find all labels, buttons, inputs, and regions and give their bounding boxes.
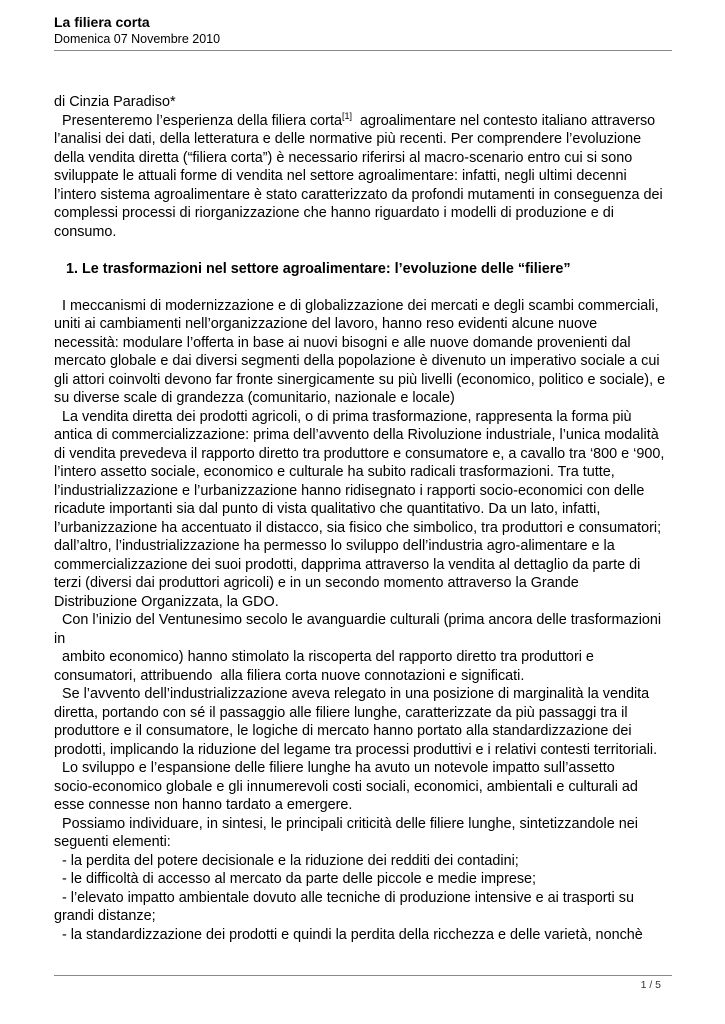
text-line: in [54, 630, 66, 647]
author-line: di Cinzia Paradiso* [54, 94, 176, 110]
text-line: Con l’inizio del Ventunesimo secolo le avanguardie culturali (prima ancora delle trasformazioni [54, 612, 662, 628]
text-line: l’intero assetto sociale, economico e culturale ha subito radicali trasformazioni. Tra tutte, [54, 464, 615, 480]
text-line: I meccanismi di modernizzazione e di globalizzazione dei mercati e degli scambi commerciali, [54, 297, 659, 314]
text-line: grandi distanze; [54, 908, 156, 924]
text-line: esse connesse non hanno tardato a emergere. [54, 797, 353, 813]
spacer [54, 278, 674, 297]
footer-divider [54, 975, 672, 976]
text-line: di vendita prevedeva il rapporto diretto tra produttore e consumatore e, a cavallo tra ‘800 e ‘900, [54, 445, 665, 462]
text-line: produttore e il consumatore, le logiche di mercato hanno portato alla standardizzazione dei [54, 723, 632, 739]
text-line: terzi (diversi dai produttori agricoli) e in un secondo momento attraverso la Grande [54, 575, 579, 591]
document-header [54, 14, 672, 47]
text-segment: agroalimentare nel contesto italiano attraverso [351, 112, 656, 129]
page-number: 1 / 5 [640, 979, 661, 991]
text-line: prodotti, implicando la riduzione del legame tra processi produttivi e i relativi contesti territoriali. [54, 741, 658, 758]
list-item: - l’elevato impatto ambientale dovuto alle tecniche di produzione intensive e ai trasporti su [54, 889, 634, 906]
list-item: - la perdita del potere decisionale e la riduzione dei redditi dei contadini; [54, 852, 519, 869]
text-line: gli attori coinvolti devono far fronte sinergicamente su più livelli (economico, politico e sociale), e [54, 371, 666, 388]
text-line: l’industrializzazione e l’urbanizzazione hanno ridisegnato i rapporti socio-economici con delle [54, 482, 645, 499]
text-line: consumatori, attribuendo alla filiera corta nuove connotazioni e significati. [54, 667, 525, 684]
article-body [54, 93, 674, 944]
text-line: Distribuzione Organizzata, la GDO. [54, 593, 279, 610]
footnote-ref[interactable]: [1] [341, 110, 352, 121]
text-line [54, 112, 674, 131]
text-line: Se l’avvento dell’industrializzazione aveva relegato in una posizione di marginalità la vendita [54, 686, 650, 702]
text-line: commercializzazione dei suoi prodotti, dapprima attraverso la vendita al dettaglio da parte di [54, 556, 641, 573]
text-line: mercato globale e dai diversi segmenti della popolazione è divenuto un imperativo sociale a cui [54, 353, 660, 369]
document-title: La filiera corta [54, 14, 150, 30]
text-line: necessità: modulare l’offerta in base ai nuovi bisogni e alle nuove domande provenienti dal [54, 334, 631, 351]
list-item: - la standardizzazione dei prodotti e quindi la perdita della ricchezza e delle varietà, nonchè [54, 926, 643, 943]
text-line: sviluppate le attuali forme di vendita nel settore agroalimentare: infatti, negli ultimi decenni [54, 168, 627, 184]
text-line: l’urbanizzazione ha accentuato il distacco, sia fisico che simbolico, tra produttori e consumatori; [54, 519, 662, 536]
text-line: l’analisi dei dati, della letteratura e delle normative più recenti. Per comprendere l’evoluzione [54, 131, 642, 147]
text-line: l’intero sistema agroalimentare è stato caratterizzato da profondi mutamenti in conseguenza dei [54, 186, 663, 203]
text-line: dall’altro, l’industrializzazione ha permesso lo sviluppo dell’industria agro-alimentare e la [54, 538, 615, 554]
text-line: ricadute importanti sia dal punto di vista qualitativo che quantitativo. Da un lato, infatti, [54, 501, 601, 517]
text-line: La vendita diretta dei prodotti agricoli, o di prima trasformazione, rappresenta la forma più [54, 408, 632, 425]
text-line: della vendita diretta (“filiera corta”) è necessario riferirsi al macro-scenario entro cui si sono [54, 149, 633, 166]
text-line: ambito economico) hanno stimolato la riscoperta del rapporto diretto tra produttori e [54, 649, 594, 665]
text-line: diretta, portando con sé il passaggio alle filiere lunghe, caratterizzate da più passaggi tra il [54, 704, 628, 721]
text-segment: Presenteremo l’esperienza della filiera corta [54, 112, 342, 129]
text-line: uniti ai cambiamenti nell’organizzazione del lavoro, hanno reso evidenti alcune nuove [54, 316, 598, 332]
spacer [54, 241, 674, 260]
header-divider [54, 50, 672, 51]
text-line: socio-economico globale e gli innumerevoli costi sociali, economici, ambientali e culturali ad [54, 778, 638, 795]
text-line: complessi processi di riorganizzazione che hanno riguardato i modelli di produzione e di [54, 205, 614, 221]
text-line: Possiamo individuare, in sintesi, le principali criticità delle filiere lunghe, sintetizzandole nei [54, 815, 638, 832]
text-line: su diverse scale di grandezza (comunitario, nazionale e locale) [54, 390, 455, 406]
document-date: Domenica 07 Novembre 2010 [54, 32, 221, 46]
section-heading: 1. Le trasformazioni nel settore agroalimentare: l’evoluzione delle “filiere” [54, 260, 571, 277]
text-line: Lo sviluppo e l’espansione delle filiere lunghe ha avuto un notevole impatto sull’assetto [54, 760, 615, 776]
text-line: seguenti elementi: [54, 834, 171, 850]
text-line: antica di commercializzazione: prima dell’avvento della Rivoluzione industriale, l’unica modalità [54, 427, 659, 443]
text-line: consumo. [54, 223, 117, 240]
list-item: - le difficoltà di accesso al mercato da parte delle piccole e medie imprese; [54, 871, 537, 887]
